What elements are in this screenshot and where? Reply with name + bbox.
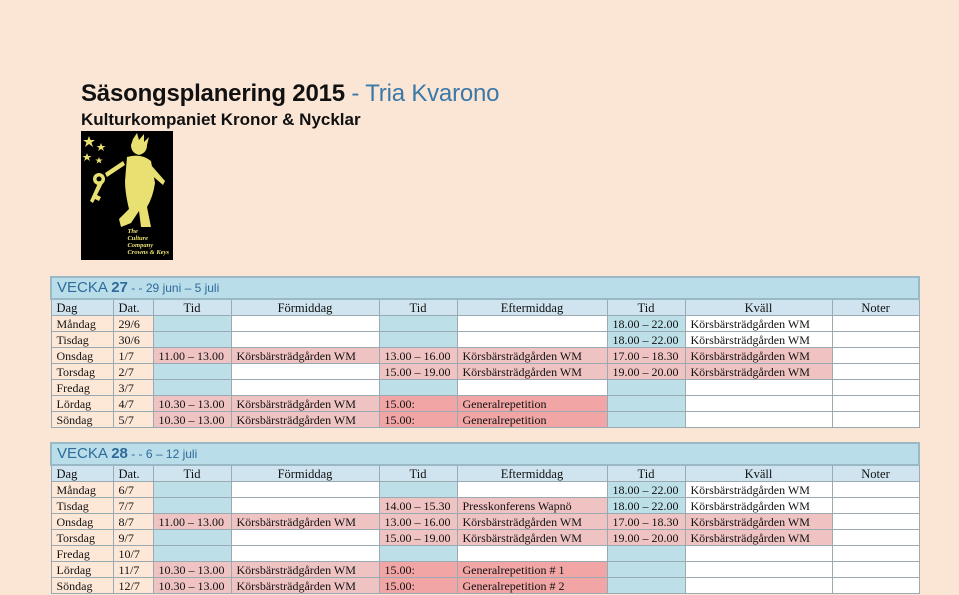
formiddag-cell: Körsbärsträdgården WM [231, 514, 379, 530]
tid-formiddag-cell: 10.30 – 13.00 [153, 412, 231, 428]
week-label: VECKA [57, 279, 108, 296]
company-logo [81, 131, 173, 260]
eftermiddag-cell: Presskonferens Wapnö [457, 498, 607, 514]
kvall-cell: Körsbärsträdgården WM [685, 514, 832, 530]
col-kvall: Kväll [685, 465, 832, 482]
col-tid: Tid [153, 299, 231, 316]
week-header [51, 443, 919, 465]
schedule-row [51, 498, 919, 514]
date: 2/7 [113, 364, 153, 380]
schedule-row [51, 514, 919, 530]
schedule-row [51, 332, 919, 348]
eftermiddag-cell: Körsbärsträdgården WM [457, 514, 607, 530]
tid-formiddag-cell [153, 498, 231, 514]
tid-eftermiddag-cell [379, 380, 457, 396]
day-name: Tisdag [51, 332, 113, 348]
formiddag-cell [231, 546, 379, 562]
col-dag: Dag [51, 299, 113, 316]
date: 1/7 [113, 348, 153, 364]
tid-kvall-cell [607, 412, 685, 428]
formiddag-cell [231, 530, 379, 546]
week-dates: - - 6 – 12 juli [127, 447, 198, 461]
tid-eftermiddag-cell: 13.00 – 16.00 [379, 348, 457, 364]
col-kvall: Kväll [685, 299, 832, 316]
date: 9/7 [113, 530, 153, 546]
col-tid: Tid [379, 465, 457, 482]
col-tid: Tid [153, 465, 231, 482]
eftermiddag-cell: Körsbärsträdgården WM [457, 364, 607, 380]
tid-formiddag-cell: 11.00 – 13.00 [153, 348, 231, 364]
col-formiddag: Förmiddag [231, 299, 379, 316]
day-name: Lördag [51, 396, 113, 412]
tid-eftermiddag-cell [379, 332, 457, 348]
noter-cell [832, 578, 919, 594]
week-label: VECKA [57, 445, 108, 462]
tid-formiddag-cell [153, 380, 231, 396]
tid-formiddag-cell [153, 546, 231, 562]
tid-kvall-cell: 18.00 – 22.00 [607, 498, 685, 514]
tid-kvall-cell [607, 578, 685, 594]
column-header-row [51, 465, 919, 482]
col-tid: Tid [607, 299, 685, 316]
tid-formiddag-cell [153, 530, 231, 546]
schedule-row [51, 412, 919, 428]
kvall-cell [685, 578, 832, 594]
week-header [51, 277, 919, 299]
day-name: Fredag [51, 380, 113, 396]
tid-eftermiddag-cell: 15.00 – 19.00 [379, 530, 457, 546]
kvall-cell [685, 396, 832, 412]
kvall-cell: Körsbärsträdgården WM [685, 348, 832, 364]
date: 3/7 [113, 380, 153, 396]
eftermiddag-cell: Generalrepetition # 1 [457, 562, 607, 578]
formiddag-cell: Körsbärsträdgården WM [231, 396, 379, 412]
schedule-row [51, 396, 919, 412]
column-header-row [51, 299, 919, 316]
date: 7/7 [113, 498, 153, 514]
date: 12/7 [113, 578, 153, 594]
formiddag-cell [231, 482, 379, 498]
tid-eftermiddag-cell [379, 482, 457, 498]
tid-eftermiddag-cell: 15.00: [379, 562, 457, 578]
kvall-cell [685, 380, 832, 396]
eftermiddag-cell [457, 482, 607, 498]
eftermiddag-cell [457, 546, 607, 562]
formiddag-cell [231, 364, 379, 380]
title-main: Säsongsplanering 2015 [81, 80, 345, 107]
kvall-cell: Körsbärsträdgården WM [685, 482, 832, 498]
company-name: Kulturkompaniet Kronor & Nycklar [81, 110, 361, 129]
tid-eftermiddag-cell: 15.00: [379, 578, 457, 594]
eftermiddag-cell: Generalrepetition # 2 [457, 578, 607, 594]
tid-eftermiddag-cell: 15.00 – 19.00 [379, 364, 457, 380]
tid-kvall-cell: 18.00 – 22.00 [607, 332, 685, 348]
date: 8/7 [113, 514, 153, 530]
kvall-cell: Körsbärsträdgården WM [685, 498, 832, 514]
tid-formiddag-cell: 10.30 – 13.00 [153, 578, 231, 594]
tid-eftermiddag-cell: 13.00 – 16.00 [379, 514, 457, 530]
noter-cell [832, 562, 919, 578]
day-name: Måndag [51, 482, 113, 498]
day-name: Söndag [51, 578, 113, 594]
tid-kvall-cell: 17.00 – 18.30 [607, 348, 685, 364]
kvall-cell: Körsbärsträdgården WM [685, 530, 832, 546]
tid-kvall-cell: 19.00 – 20.00 [607, 530, 685, 546]
noter-cell [832, 316, 919, 332]
week-number: 28 [111, 445, 128, 462]
col-tid: Tid [607, 465, 685, 482]
formiddag-cell [231, 332, 379, 348]
schedule-row [51, 562, 919, 578]
day-name: Onsdag [51, 514, 113, 530]
tid-kvall-cell [607, 380, 685, 396]
day-name: Torsdag [51, 364, 113, 380]
noter-cell [832, 412, 919, 428]
title-separator: - [344, 80, 366, 107]
tid-formiddag-cell [153, 482, 231, 498]
logo-wordmark: The Culture Company Crowns & Keys [127, 228, 169, 256]
eftermiddag-cell: Generalrepetition [457, 396, 607, 412]
tid-eftermiddag-cell: 14.00 – 15.30 [379, 498, 457, 514]
date: 30/6 [113, 332, 153, 348]
schedule-row [51, 546, 919, 562]
formiddag-cell [231, 316, 379, 332]
day-name: Onsdag [51, 348, 113, 364]
col-tid: Tid [379, 299, 457, 316]
schedule-row [51, 364, 919, 380]
col-noter: Noter [832, 465, 919, 482]
noter-cell [832, 546, 919, 562]
noter-cell [832, 482, 919, 498]
schedule-row [51, 578, 919, 594]
schedule-row [51, 380, 919, 396]
col-dat: Dat. [113, 465, 153, 482]
col-noter: Noter [832, 299, 919, 316]
noter-cell [832, 380, 919, 396]
eftermiddag-cell: Körsbärsträdgården WM [457, 348, 607, 364]
kvall-cell: Körsbärsträdgården WM [685, 332, 832, 348]
date: 11/7 [113, 562, 153, 578]
noter-cell [832, 364, 919, 380]
day-name: Måndag [51, 316, 113, 332]
day-name: Lördag [51, 562, 113, 578]
formiddag-cell: Körsbärsträdgården WM [231, 562, 379, 578]
col-formiddag: Förmiddag [231, 465, 379, 482]
date: 29/6 [113, 316, 153, 332]
day-name: Torsdag [51, 530, 113, 546]
tid-kvall-cell [607, 546, 685, 562]
date: 4/7 [113, 396, 153, 412]
schedule-row [51, 316, 919, 332]
tid-formiddag-cell [153, 364, 231, 380]
tid-kvall-cell [607, 396, 685, 412]
kvall-cell [685, 562, 832, 578]
tid-kvall-cell: 19.00 – 20.00 [607, 364, 685, 380]
title-production: Tria Kvarono [365, 80, 500, 107]
kvall-cell: Körsbärsträdgården WM [685, 364, 832, 380]
noter-cell [832, 348, 919, 364]
date: 5/7 [113, 412, 153, 428]
formiddag-cell [231, 380, 379, 396]
tid-eftermiddag-cell [379, 546, 457, 562]
noter-cell [832, 498, 919, 514]
tid-formiddag-cell [153, 316, 231, 332]
schedule-row [51, 530, 919, 546]
formiddag-cell: Körsbärsträdgården WM [231, 412, 379, 428]
kvall-cell: Körsbärsträdgården WM [685, 316, 832, 332]
tid-formiddag-cell: 10.30 – 13.00 [153, 562, 231, 578]
tid-formiddag-cell [153, 332, 231, 348]
noter-cell [832, 332, 919, 348]
eftermiddag-cell [457, 316, 607, 332]
tid-kvall-cell: 18.00 – 22.00 [607, 482, 685, 498]
week-dates: - - 29 juni – 5 juli [127, 281, 220, 295]
week-28-table [50, 442, 920, 594]
col-dat: Dat. [113, 299, 153, 316]
tid-formiddag-cell: 10.30 – 13.00 [153, 396, 231, 412]
formiddag-cell: Körsbärsträdgården WM [231, 348, 379, 364]
tid-eftermiddag-cell: 15.00: [379, 412, 457, 428]
day-name: Tisdag [51, 498, 113, 514]
date: 10/7 [113, 546, 153, 562]
tid-kvall-cell: 18.00 – 22.00 [607, 316, 685, 332]
schedule-row [51, 348, 919, 364]
week-number: 27 [111, 279, 128, 296]
noter-cell [832, 530, 919, 546]
eftermiddag-cell: Körsbärsträdgården WM [457, 530, 607, 546]
week-27-table [50, 276, 920, 428]
tid-formiddag-cell: 11.00 – 13.00 [153, 514, 231, 530]
tid-kvall-cell [607, 562, 685, 578]
formiddag-cell: Körsbärsträdgården WM [231, 578, 379, 594]
kvall-cell [685, 412, 832, 428]
date: 6/7 [113, 482, 153, 498]
tid-eftermiddag-cell [379, 316, 457, 332]
tid-eftermiddag-cell: 15.00: [379, 396, 457, 412]
schedule-row [51, 482, 919, 498]
noter-cell [832, 514, 919, 530]
day-name: Fredag [51, 546, 113, 562]
eftermiddag-cell [457, 332, 607, 348]
formiddag-cell [231, 498, 379, 514]
page-title [81, 80, 499, 108]
tid-kvall-cell: 17.00 – 18.30 [607, 514, 685, 530]
col-eftermiddag: Eftermiddag [457, 299, 607, 316]
eftermiddag-cell [457, 380, 607, 396]
kvall-cell [685, 546, 832, 562]
col-eftermiddag: Eftermiddag [457, 465, 607, 482]
day-name: Söndag [51, 412, 113, 428]
eftermiddag-cell: Generalrepetition [457, 412, 607, 428]
col-dag: Dag [51, 465, 113, 482]
noter-cell [832, 396, 919, 412]
